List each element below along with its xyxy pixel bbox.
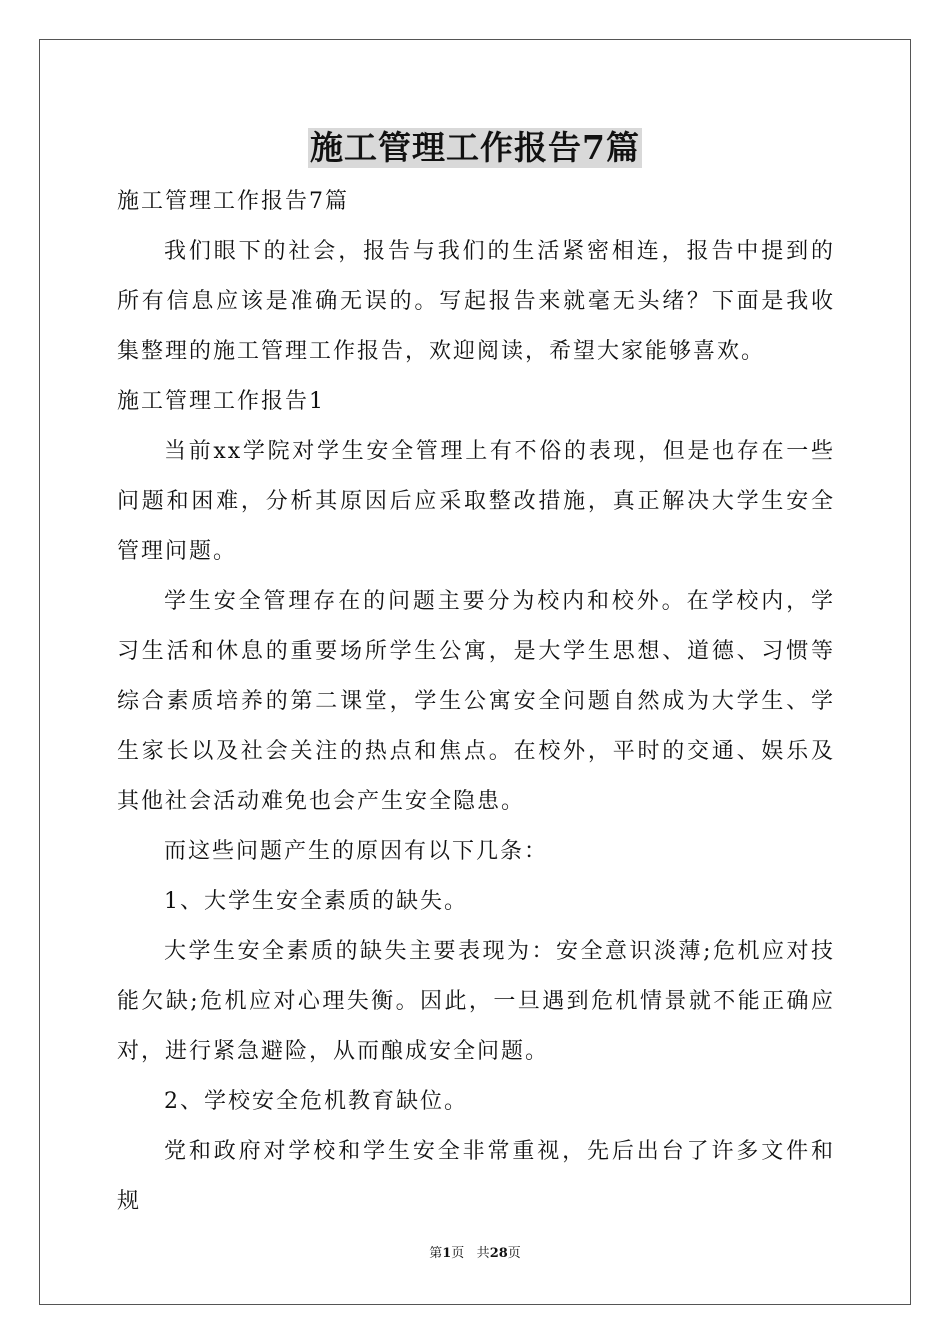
page-number: 1 bbox=[442, 1246, 452, 1261]
list-item: 2、学校安全危机教育缺位。 bbox=[164, 1089, 468, 1114]
paragraph: 施工管理工作报告7篇 bbox=[117, 189, 349, 214]
paragraph: 大学生安全素质的缺失主要表现为：安全意识淡薄;危机应对技能欠缺;危机应对心理失衡。因此，一旦遇到危机情景就不能正确应对，进行紧急避险，从而酿成安全问题。 bbox=[117, 939, 835, 1064]
title-container bbox=[0, 128, 950, 168]
paragraph: 而这些问题产生的原因有以下几条： bbox=[164, 839, 549, 864]
document-title: 施工管理工作报告7篇 bbox=[310, 128, 640, 167]
total-suffix: 页 bbox=[507, 1246, 521, 1261]
document-body bbox=[117, 177, 835, 1227]
paragraph: 当前xx学院对学生安全管理上有不俗的表现，但是也存在一些问题和困难，分析其原因后应采取整改措施，真正解决大学生安全管理问题。 bbox=[117, 439, 835, 564]
page-footer bbox=[0, 1246, 950, 1262]
paragraph: 我们眼下的社会，报告与我们的生活紧密相连，报告中提到的所有信息应该是准确无误的。写起报告来就毫无头绪？下面是我收集整理的施工管理工作报告，欢迎阅读，希望大家能够喜欢。 bbox=[117, 239, 835, 364]
total-prefix: 共 bbox=[476, 1246, 490, 1261]
section-heading: 施工管理工作报告1 bbox=[117, 389, 325, 414]
page-prefix: 第 bbox=[429, 1246, 443, 1261]
list-item: 1、大学生安全素质的缺失。 bbox=[164, 889, 468, 914]
paragraph: 党和政府对学校和学生安全非常重视，先后出台了许多文件和规 bbox=[117, 1139, 835, 1214]
total-pages: 28 bbox=[489, 1246, 508, 1261]
paragraph: 学生安全管理存在的问题主要分为校内和校外。在学校内，学习生活和休息的重要场所学生公寓，是大学生思想、道德、习惯等综合素质培养的第二课堂，学生公寓安全问题自然成为大学生、学生家长以及社会关注的热点和焦点。在校外，平时的交通、娱乐及其他社会活动难免也会产生安全隐患。 bbox=[117, 589, 835, 814]
page-suffix: 页 bbox=[451, 1246, 465, 1261]
